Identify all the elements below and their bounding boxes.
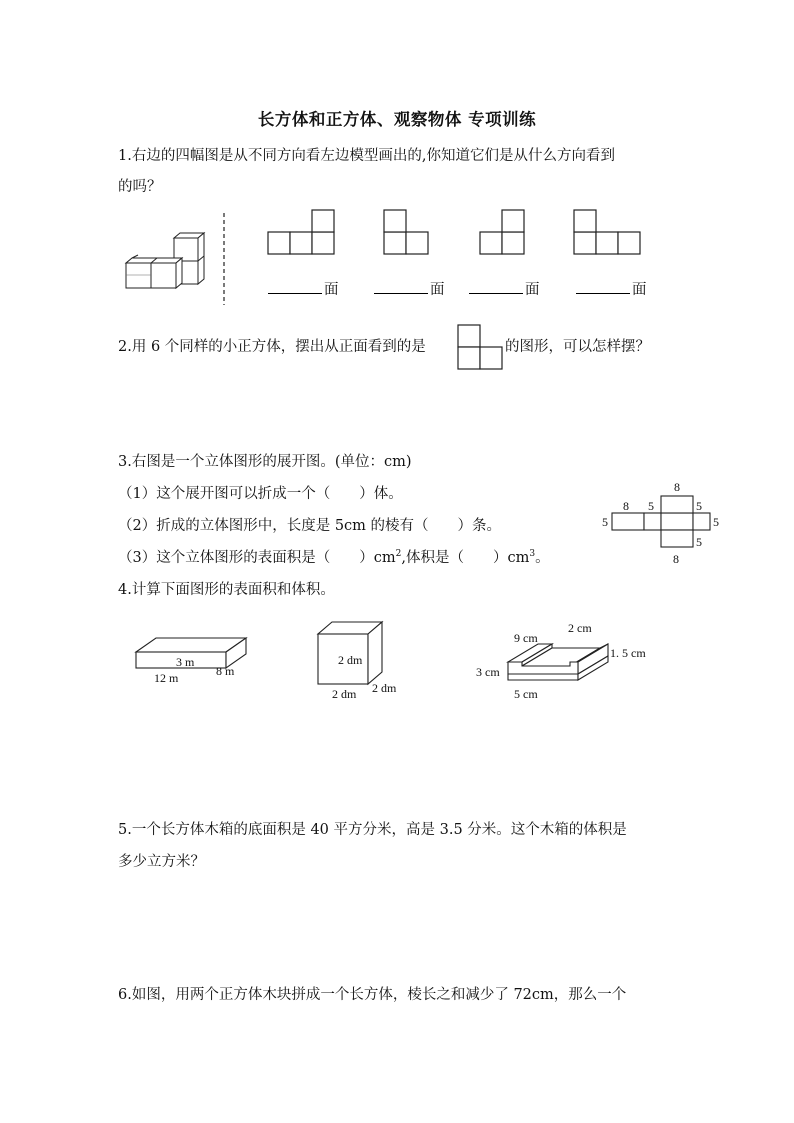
view-4-figure <box>574 210 640 254</box>
fig1-height: 3 m <box>176 655 195 669</box>
fig3-e: 5 cm <box>514 687 538 701</box>
page-title: 长方体和正方体、观察物体 专项训练 <box>257 110 537 129</box>
view-1-figure <box>268 210 334 254</box>
face-blank-4[interactable]: 面 <box>576 280 647 300</box>
q3-sub3: （3）这个立体图形的表面积是（ ）$cm^2$,体积是（ ）$cm^3$。 <box>118 549 550 566</box>
fig3-b: 2 cm <box>568 621 592 635</box>
view-3-figure <box>480 210 524 254</box>
q3-line1: 3.右图是一个立体图形的展开图。(单位：cm) <box>118 454 412 470</box>
fig3-c: 1. 5 cm <box>610 646 646 660</box>
q4-cuboid-figure <box>130 630 250 690</box>
q1-line2: 的吗？ <box>118 179 162 195</box>
q4-step-figure <box>472 618 662 704</box>
net-label-right5a: 5 <box>696 499 702 513</box>
q3-sub2: （2）折成的立体图形中，长度是 5cm 的棱有（ ）条。 <box>118 518 502 534</box>
view-2-figure <box>384 210 428 254</box>
fig2-side: 2 dm <box>372 681 397 695</box>
net-label-low5: 5 <box>696 535 702 549</box>
net-label-bottom8: 8 <box>673 552 679 566</box>
net-label-top8: 8 <box>674 480 680 494</box>
fig3-a: 9 cm <box>514 631 538 645</box>
q2-front-view-figure <box>457 324 503 370</box>
q5-line1: 5.一个长方体木箱的底面积是 40 平方分米，高是 3.5 分米。这个木箱的体积是 <box>118 822 627 838</box>
net-label-left8: 8 <box>623 499 629 513</box>
face-blank-1[interactable]: 面 <box>268 280 339 300</box>
q1-figures <box>118 205 678 320</box>
fig1-width: 8 m <box>216 664 235 678</box>
q1-line1: 1.右边的四幅图是从不同方向看左边模型画出的,你知道它们是从什么方向看到 <box>118 148 615 164</box>
q6-line1: 6.如图，用两个正方体木块拼成一个长方体，棱长之和减少了 72cm，那么一个 <box>118 987 627 1003</box>
q4-cube-figure <box>308 620 408 704</box>
q2-before: 2.用 6 个同样的小正方体，摆出从正面看到的是 <box>118 339 426 355</box>
q3-sub1: （1）这个展开图可以折成一个（ ）体。 <box>118 486 403 502</box>
q4-line1: 4.计算下面图形的表面积和体积。 <box>118 582 335 598</box>
net-label-left5: 5 <box>602 515 608 529</box>
cube-model-figure <box>126 233 204 288</box>
fig3-d: 3 cm <box>476 665 500 679</box>
fig1-length: 12 m <box>154 671 179 685</box>
net-label-right5b: 5 <box>713 515 719 529</box>
face-blank-2[interactable]: 面 <box>374 280 445 300</box>
net-label-mid5: 5 <box>648 499 654 513</box>
face-blank-3[interactable]: 面 <box>469 280 540 300</box>
q5-line2: 多少立方米？ <box>118 854 205 870</box>
fig2-front: 2 dm <box>338 653 363 667</box>
q3-net-figure <box>598 478 726 570</box>
q2-after: 的图形，可以怎样摆？ <box>505 339 650 355</box>
fig2-bottom: 2 dm <box>332 687 357 701</box>
